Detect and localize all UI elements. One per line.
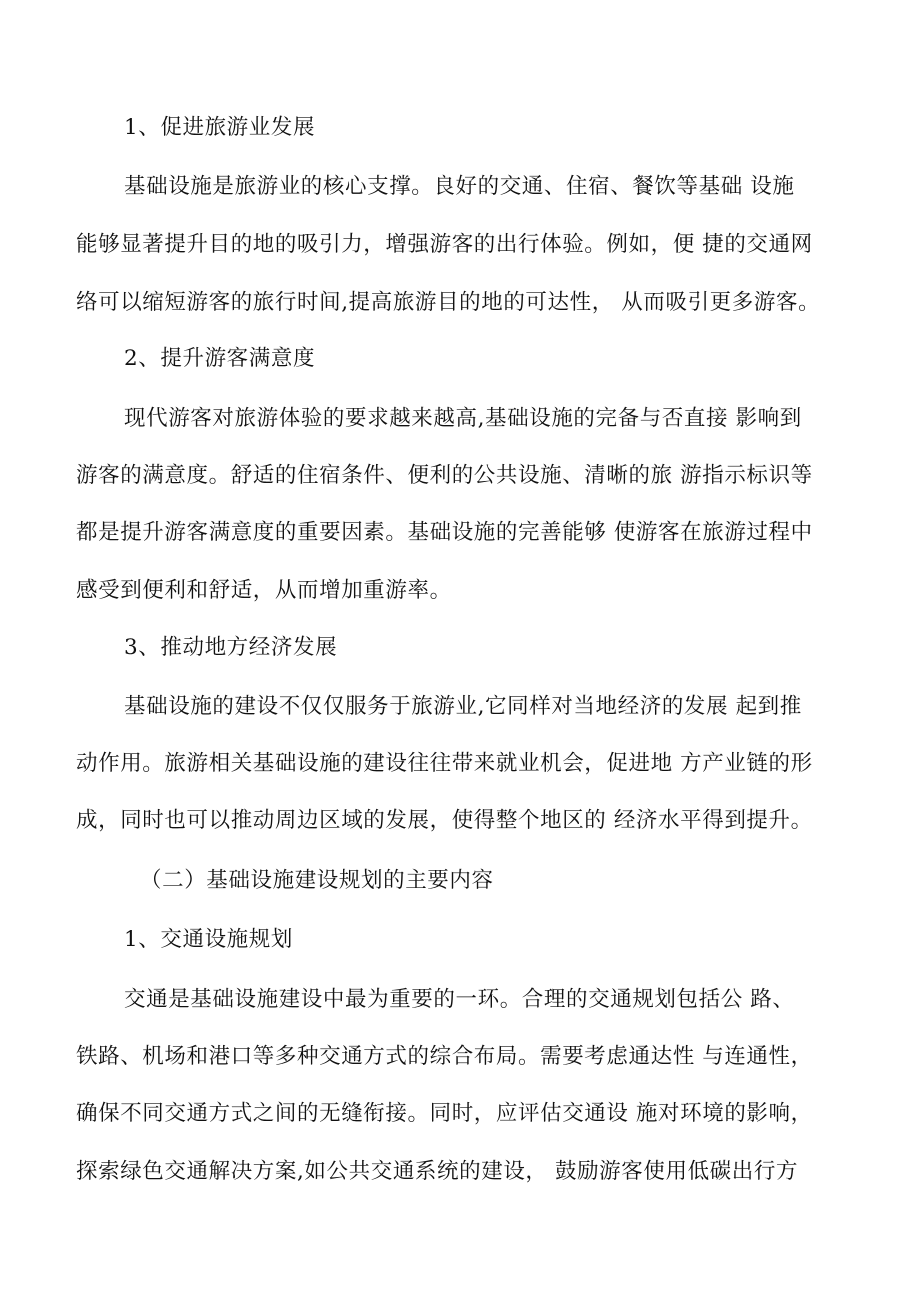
- section-2-line-1: 现代游客对旅游体验的要求越来越高,基础设施的完备与否直接 影响到: [124, 406, 802, 431]
- subsection-line-1: 交通是基础设施建设中最为重要的一环。合理的交通规划包括公 路、: [124, 987, 795, 1012]
- section-3-heading: 3、推动地方经济发展: [124, 635, 338, 660]
- section-1-line-2: 能够显著提升目的地的吸引力，增强游客的出行体验。例如，便 捷的交通网: [76, 232, 813, 257]
- subsection-line-2: 铁路、机场和港口等多种交通方式的综合布局。需要考虑通达性 与连通性，: [76, 1044, 813, 1069]
- section-1-line-3: 络可以缩短游客的旅行时间,提高旅游目的地的可达性， 从而吸引更多游客。: [76, 290, 821, 315]
- subsection-line-3: 确保不同交通方式之间的无缝衔接。同时，应评估交通设 施对环境的影响，: [76, 1101, 813, 1126]
- section-2-heading: 2、提升游客满意度: [124, 346, 316, 371]
- chapter-heading: （二）基础设施建设规划的主要内容: [140, 868, 494, 893]
- subsection-heading: 1、交通设施规划: [124, 927, 293, 952]
- section-1-heading: 1、促进旅游业发展: [124, 115, 316, 140]
- section-1-line-1: 基础设施是旅游业的核心支撑。良好的交通、住宿、餐饮等基础 设施: [124, 174, 795, 199]
- section-2-line-3: 都是提升游客满意度的重要因素。基础设施的完善能够 使游客在旅游过程中: [76, 520, 813, 545]
- section-3-line-3: 成，同时也可以推动周边区域的发展，使得整个地区的 经济水平得到提升。: [76, 808, 813, 833]
- section-3-line-2: 动作用。旅游相关基础设施的建设往往带来就业机会，促进地 方产业链的形: [76, 751, 813, 776]
- section-2-line-2: 游客的满意度。舒适的住宿条件、便利的公共设施、清晰的旅 游指示标识等: [76, 463, 813, 488]
- subsection-line-4: 探索绿色交通解决方案,如公共交通系统的建设， 鼓励游客使用低碳出行方: [76, 1159, 799, 1184]
- section-3-line-1: 基础设施的建设不仅仅服务于旅游业,它同样对当地经济的发展 起到推: [124, 694, 802, 719]
- section-2-line-4: 感受到便利和舒适，从而增加重游率。: [76, 578, 452, 603]
